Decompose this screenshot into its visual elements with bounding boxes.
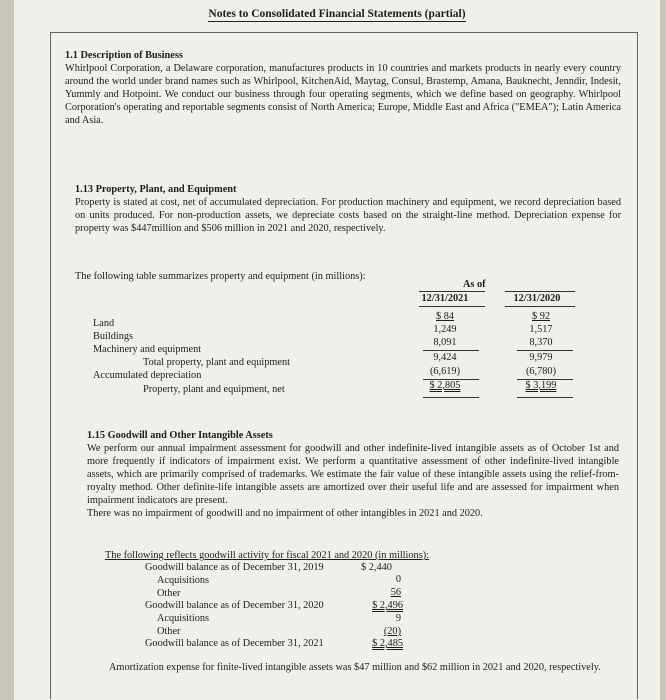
value-net-2021: $ 2,805: [429, 380, 461, 391]
section-body: Property is stated at cost, net of accumulated depreciation. For production machinery and equipment, we record depreciation based on units produced. For non-production assets, we depreciate costs based on the straight-line method. Depreciation expense for property was $447million and $506 million in 2021 and 2020, respectively.: [75, 197, 621, 234]
section-body: Whirlpool Corporation, a Delaware corporation, manufactures products in 10 countries and markets products in nearly every country around the world under brand names such as Whirlpool, KitchenAid, Maytag, Consul, Brastemp, Amana, Bauknecht, Jenndir, Indesit, Yummly and Hotpoint. We conduct our business through four operating segments, which we define based on geography. Whirlpool Corporation's operating and reportable segments consist of North America; Europe, Middle East and Africa ("EMEA"); Latin America and Asia.: [65, 63, 621, 126]
value-accum-2020: (6,780): [525, 366, 557, 377]
row-label-ppe-net: Property, plant and equipment, net: [143, 384, 285, 395]
table-group-header: As of: [463, 279, 486, 290]
amortization-text: Amortization expense for finite-lived intangible assets was $47 million and $62 million in 2021 and 2020, respectively.: [109, 662, 601, 673]
row-label-acquisitions: Acquisitions: [157, 613, 210, 624]
row-label-accum-depreciation: Accumulated depreciation: [93, 370, 202, 381]
value-total-2021: 9,424: [433, 352, 457, 363]
col-header-2020: 12/31/2020: [513, 293, 561, 304]
value-acquisitions-2021: 9: [395, 613, 401, 624]
goodwill-table: [51, 33, 637, 699]
row-label-other: Other: [157, 626, 181, 637]
section-heading: 1.13 Property, Plant, and Equipment: [75, 184, 237, 195]
value-balance-2021: $ 2,485: [372, 638, 403, 649]
value-machinery-2021: 8,091: [433, 337, 457, 348]
value-balance-2020: $ 2,496: [372, 600, 403, 611]
table-intro: The following table summarizes property and equipment (in millions):: [75, 271, 366, 282]
row-label-balance-2020: Goodwill balance as of December 31, 2020: [145, 600, 324, 611]
row-label-land: Land: [93, 318, 115, 329]
row-label-balance-2019: Goodwill balance as of December 31, 2019: [145, 562, 324, 573]
amortization-note: [109, 661, 621, 674]
row-label-total-ppe: Total property, plant and equipment: [143, 357, 291, 368]
value-other-2021: (20): [383, 626, 401, 637]
value-land-2021: $ 84: [435, 311, 455, 322]
value-machinery-2020: 8,370: [529, 337, 553, 348]
no-impairment-statement: There was no impairment of goodwill and no impairment of other intangibles in 2021 and 2020.: [87, 508, 483, 519]
row-label-balance-2021: Goodwill balance as of December 31, 2021: [145, 638, 324, 649]
notes-frame: [50, 32, 638, 699]
row-label-machinery: Machinery and equipment: [93, 344, 202, 355]
value-buildings-2020: 1,517: [529, 324, 553, 335]
value-net-2020: $ 3,199: [525, 380, 557, 391]
section-heading: 1.15 Goodwill and Other Intangible Assets: [87, 430, 273, 441]
value-balance-2019: $ 2,440: [361, 562, 392, 573]
value-buildings-2021: 1,249: [433, 324, 457, 335]
document-page: [14, 0, 660, 700]
value-acquisitions-2020: 0: [395, 574, 401, 585]
row-label-other: Other: [157, 588, 181, 599]
col-header-2021: 12/31/2021: [421, 293, 469, 304]
value-land-2020: $ 92: [531, 311, 551, 322]
document-title: Notes to Consolidated Financial Statements (partial): [208, 8, 466, 20]
row-label-acquisitions: Acquisitions: [157, 575, 210, 586]
value-accum-2021: (6,619): [429, 366, 461, 377]
row-label-buildings: Buildings: [93, 331, 134, 342]
value-total-2020: 9,979: [529, 352, 553, 363]
goodwill-intro: The following reflects goodwill activity for fiscal 2021 and 2020 (in millions):: [105, 550, 429, 561]
value-other-2020: 56: [390, 587, 401, 598]
section-heading: 1.1 Description of Business: [65, 50, 183, 61]
section-body: We perform our annual impairment assessment for goodwill and other indefinite-lived intangible assets as of October 1st and more frequently if indicators of impairment exist. We perform a quantitative assessment of other indefinite-lived intangible assets, which are primarily comprised of trademarks. We estimate the fair value of these intangible assets using the relief-from-royalty method. Other definite-life intangible assets are amortized over their useful life and are assessed for impairment when impairment indicators are present.: [87, 443, 619, 506]
